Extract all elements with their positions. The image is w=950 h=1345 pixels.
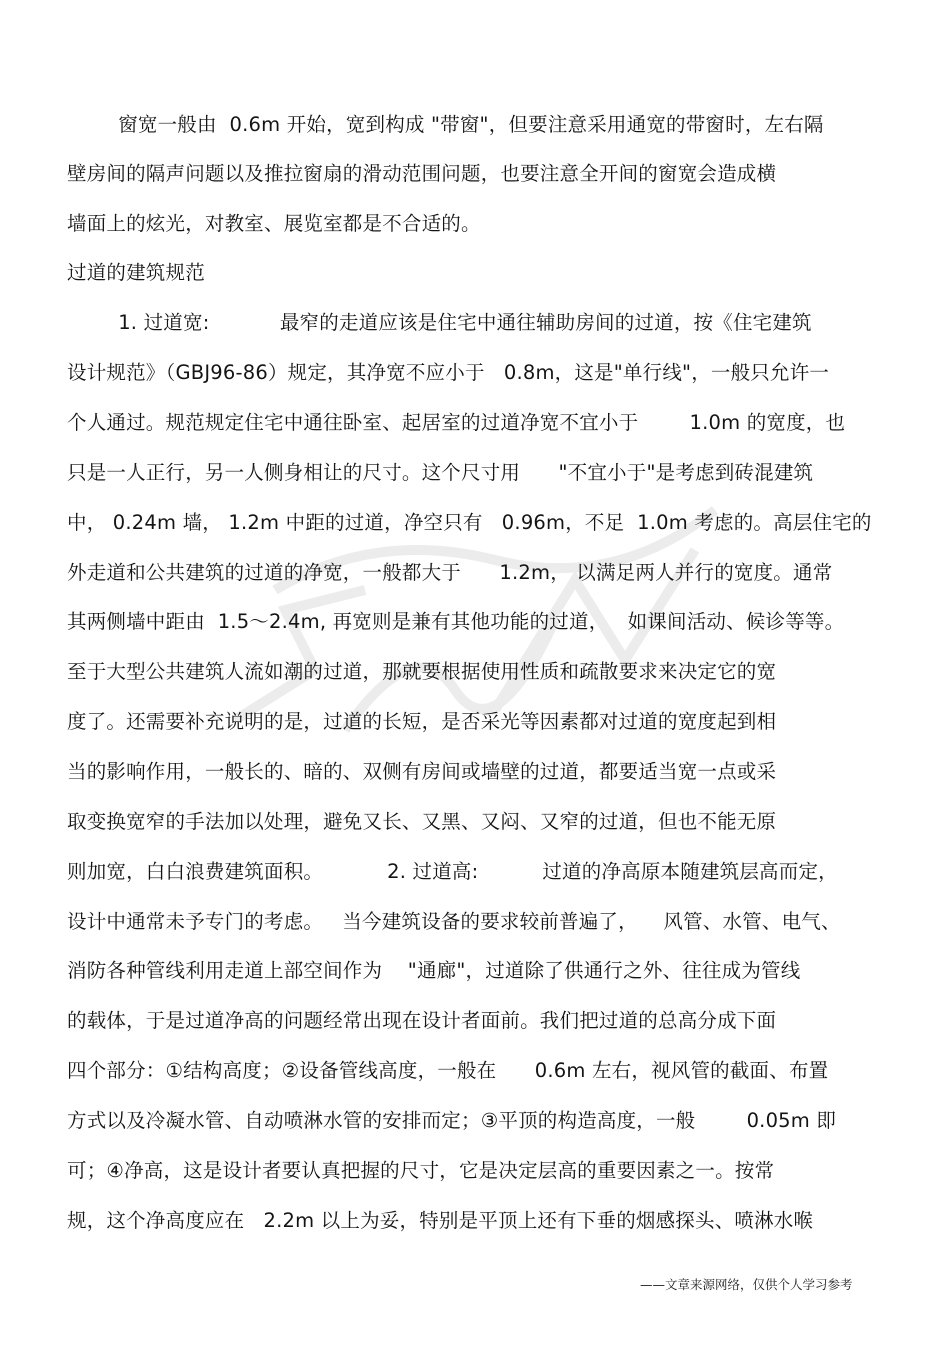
text-line: 设计规范》（GBJ96-86）规定，其净宽不应小于 0.8m，这是"单行线"，一般只允许一: [67, 361, 830, 384]
text-line: 规，这个净高度应在 2.2m 以上为妥，特别是平顶上还有下垂的烟感探头、喷淋水喉: [67, 1209, 814, 1232]
text-line: 中， 0.24m 墙， 1.2m 中距的过道，净空只有 0.96m，不足 1.0m 考虑的。高层住宅的: [67, 511, 872, 534]
text-line: 方式以及冷凝水管、自动喷淋水管的安排而定；③平顶的构造高度，一般 0.05m 即: [67, 1109, 837, 1132]
text-line: 消防各种管线利用走道上部空间作为 "通廊"，过道除了供通行之外、往往成为管线: [67, 959, 801, 982]
text-line: 其两侧墙中距由 1.5～2.4m, 再宽则是兼有其他功能的过道， 如课间活动、候诊等等。: [67, 610, 845, 633]
text-line: 则加宽，白白浪费建筑面积。 2. 过道高: 过道的净高原本随建筑层高而定，: [67, 860, 838, 883]
text-line: 可；④净高，这是设计者要认真把握的尺寸，它是决定层高的重要因素之一。按常: [67, 1159, 775, 1182]
text-line: 四个部分：①结构高度；②设备管线高度，一般在 0.6m 左右，视风管的截面、布置: [67, 1059, 829, 1082]
text-line: 墙面上的炫光，对教室、展览室都是不合适的。: [67, 212, 481, 235]
text-line: 只是一人正行，另一人侧身相让的尺寸。这个尺寸用 "不宜小于"是考虑到砖混建筑: [67, 461, 814, 484]
text-line: 壁房间的隔声问题以及推拉窗扇的滑动范围问题，也要注意全开间的窗宽会造成横: [67, 162, 777, 185]
section-heading: 过道的建筑规范: [67, 261, 205, 284]
text-line: 取变换宽窄的手法加以处理，避免又长、又黑、又闷、又窄的过道，但也不能无原: [67, 810, 777, 833]
text-line: 个人通过。规范规定住宅中通往卧室、起居室的过道净宽不宜小于 1.0m 的宽度，也: [67, 411, 846, 434]
text-line: 设计中通常未予专门的考虑。 当今建筑设备的要求较前普遍了， 风管、水管、电气、: [67, 910, 841, 933]
text-line: 外走道和公共建筑的过道的净宽，一般都大于 1.2m， 以满足两人并行的宽度。通常: [67, 561, 833, 584]
text-line: 度了。还需要补充说明的是，过道的长短，是否采光等因素都对过道的宽度起到相: [67, 710, 777, 733]
text-line: 1. 过道宽: 最窄的走道应该是住宅中通往辅助房间的过道，按《住宅建筑: [67, 311, 812, 334]
source-footnote: ——文章来源网络，仅供个人学习参考: [640, 1277, 853, 1292]
text-line: 窗宽一般由 0.6m 开始，宽到构成 "带窗"，但要注意采用通宽的带窗时，左右隔: [67, 113, 824, 136]
text-line: 至于大型公共建筑人流如潮的过道，那就要根据使用性质和疏散要求来决定它的宽: [67, 660, 777, 683]
text-line: 当的影响作用，一般长的、暗的、双侧有房间或墙壁的过道，都要适当宽一点或采: [67, 760, 777, 783]
text-line: 的载体，于是过道净高的问题经常出现在设计者面前。我们把过道的总高分成下面: [67, 1009, 777, 1032]
